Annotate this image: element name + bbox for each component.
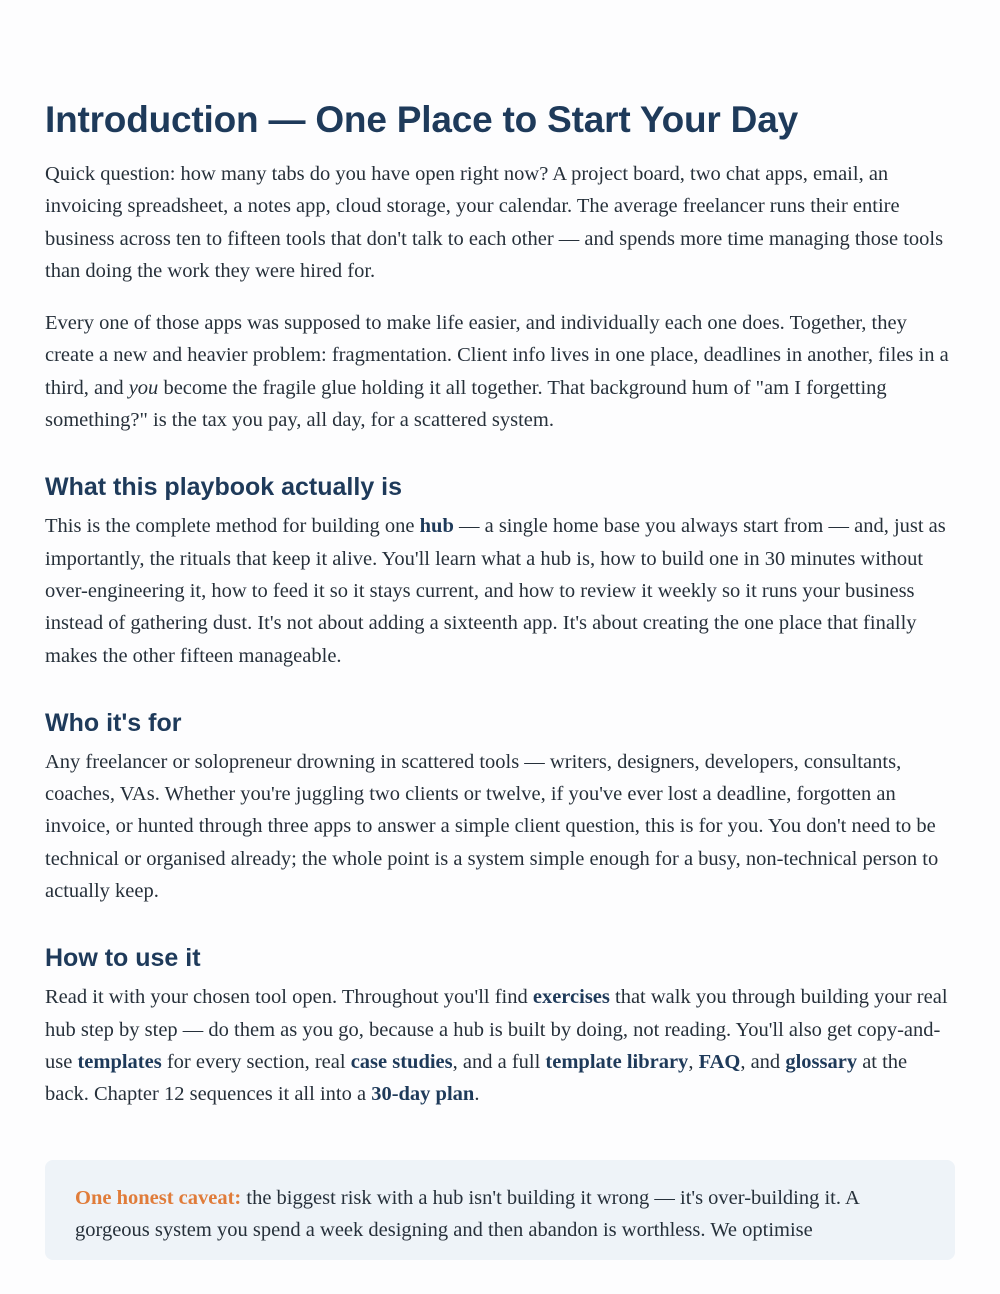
how-text-6: , and bbox=[740, 1050, 786, 1073]
caveat-callout bbox=[45, 1160, 955, 1260]
keyword-templates: templates bbox=[77, 1050, 162, 1073]
intro-paragraph-1: Quick question: how many tabs do you have open right now? A project board, two chat apps, email, an invoicing spreadsheet, a notes app, cloud storage, your calendar. The average freelancer runs their entire business across ten to fifteen tools that don't talk to each other — and spends more time managing those tools than doing the work they were hired for. bbox=[45, 163, 944, 282]
section-heading-how: How to use it bbox=[45, 944, 201, 973]
intro-paragraph-2-start: Every one of those apps was supposed to make life easier, and individually each one does. Together, they create a new and heavier problem: fragmentation. Client info lives in one place, deadlines in another, files in a third, and bbox=[45, 312, 949, 399]
callout-text: the biggest risk with a hub isn't building it wrong — it's over-building it. A gorgeous system you spend a week designing and then abandon is worthless. We optimise bbox=[75, 1187, 859, 1242]
how-text-5: , bbox=[688, 1050, 699, 1073]
intro-paragraph-2-end: become the fragile glue holding it all together. That background hum of "am I forgetting something?" is the tax you pay, all day, for a scattered system. bbox=[45, 376, 887, 432]
how-text-4: , and a full bbox=[452, 1050, 546, 1073]
document-body bbox=[45, 94, 955, 1111]
keyword-glossary: glossary bbox=[785, 1050, 858, 1073]
what-text-end: — a single home base you always start from — and, just as importantly, the rituals that keep it alive. You'll learn what a hub is, how to build one in 30 minutes without over-engineering it, how to feed it so it stays current, and how to review it weekly so it runs your business instead of gathering dust. It's not about adding a sixteenth app. It's about creating the one place that finally makes the other fifteen manageable. bbox=[45, 515, 946, 667]
how-text-2: that walk you through building your real hub step by step — do them as you go, because a hub is built by doing, not reading. You'll also get copy-and-use bbox=[45, 986, 948, 1073]
section-paragraph-how bbox=[45, 981, 955, 1110]
callout-paragraph bbox=[45, 1160, 955, 1247]
page-title: Introduction — One Place to Start Your Day bbox=[45, 99, 798, 140]
section-heading-who: Who it's for bbox=[45, 708, 182, 737]
intro-paragraph-2 bbox=[45, 307, 955, 436]
how-text-8: . bbox=[474, 1083, 480, 1106]
how-text-1: Read it with your chosen tool open. Throughout you'll find bbox=[45, 986, 533, 1009]
section-paragraph-who: Any freelancer or solopreneur drowning in scattered tools — writers, designers, developers, consultants, coaches, VAs. Whether you're juggling two clients or twelve, if you've ever lost a deadline, forgotten an invoice, or hunted through three apps to answer a simple client question, this is for you. You don't need to be technical or organised already; the whole point is a system simple enough for a busy, non-technical person to actually keep. bbox=[45, 750, 939, 903]
emphasis-you: you bbox=[128, 376, 159, 399]
keyword-template-library: template library bbox=[545, 1050, 689, 1073]
how-text-7: at the back. Chapter 12 sequences it all into a bbox=[45, 1050, 908, 1106]
section-paragraph-what bbox=[45, 510, 955, 671]
section-heading-what: What this playbook actually is bbox=[45, 473, 403, 502]
keyword-case-studies: case studies bbox=[350, 1050, 453, 1073]
how-text-3: for every section, real bbox=[161, 1050, 351, 1073]
what-text-start: This is the complete method for building one bbox=[45, 515, 420, 538]
keyword-30-day-plan: 30-day plan bbox=[371, 1083, 475, 1106]
callout-label: One honest caveat: bbox=[75, 1187, 242, 1209]
keyword-faq: FAQ bbox=[698, 1050, 741, 1073]
keyword-hub: hub bbox=[419, 515, 454, 538]
keyword-exercises: exercises bbox=[532, 986, 610, 1009]
